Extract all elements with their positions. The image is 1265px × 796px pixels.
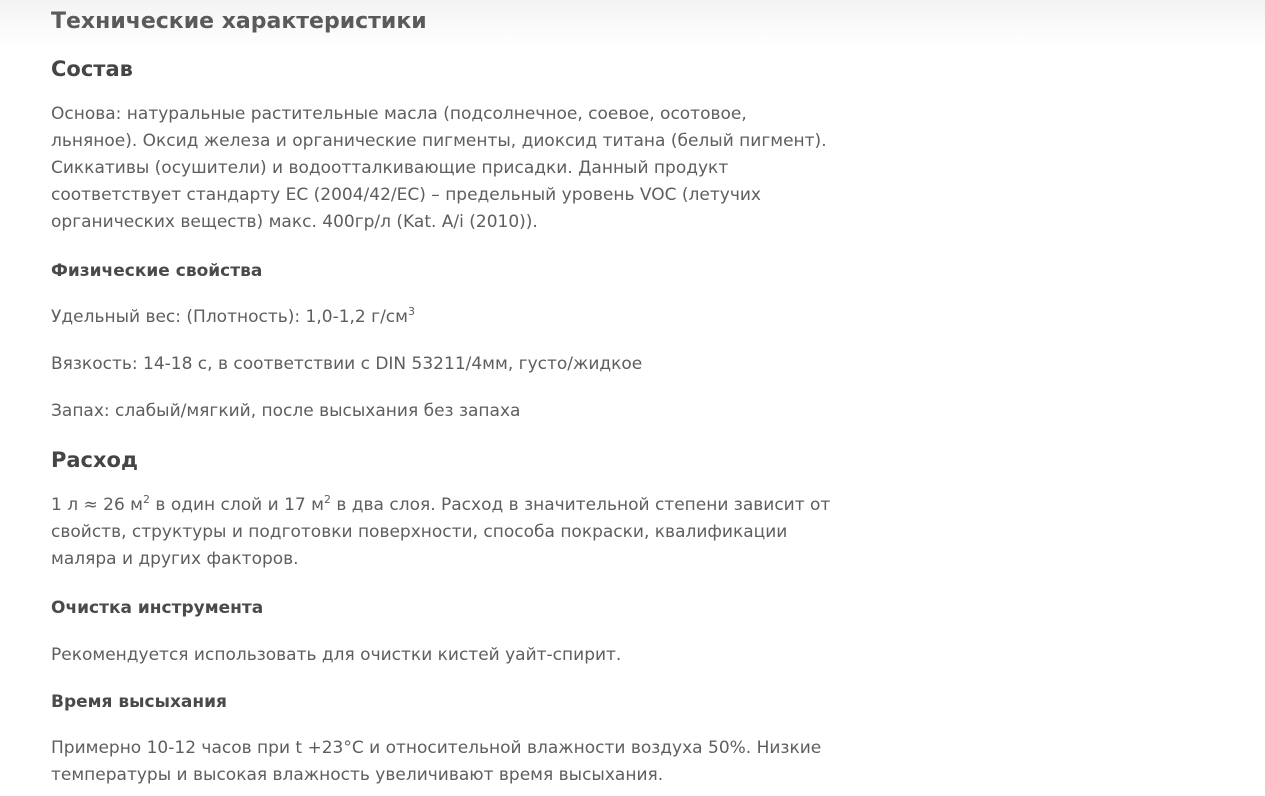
density-unit-superscript: 3 <box>407 305 415 318</box>
composition-line: органических веществ) макс. 400гр/л (Kat. A/i (2010)). <box>51 212 538 232</box>
composition-line: Сиккативы (осушители) и водоотталкивающие присадки. Данный продукт <box>51 158 729 178</box>
drying-time-text <box>51 735 931 789</box>
consumption-text: 1 л ≈ 26 $м^2$ в один слой и 17 $м^2$ в два слоя. Расход в значительной степени зависит от свойств, структуры и подготовки поверхности, способа покраски, квалификации маляра и других факторов. <box>51 493 831 569</box>
area-superscript: 2 <box>143 493 150 506</box>
drying-time-line: Примерно 10-12 часов при t +23°С и относительной влажности воздуха 50%. Низкие <box>51 738 822 758</box>
area-superscript: 2 <box>323 493 331 506</box>
tool-cleaning-heading: Очистка инструмента <box>51 598 264 618</box>
drying-time-line: температуры и высокая влажность увеличивают время высыхания. <box>51 765 664 785</box>
density-text <box>51 304 931 331</box>
density-label: Удельный вес: (Плотность): 1,0-1,2 г/см <box>51 307 408 327</box>
consumption-heading: Расход <box>51 448 138 472</box>
drying-time-heading: Время высыхания <box>51 692 227 712</box>
composition-line: соответствует стандарту ЕС (2004/42/ЕС) – предельный уровень VOC (летучих <box>51 185 761 205</box>
viscosity-text: Вязкость: 14-18 с, в соответствии с DIN 53211/4мм, густо/жидкое <box>51 354 643 374</box>
page-title: Технические характеристики <box>51 9 427 34</box>
odor-text: Запах: слабый/мягкий, после высыхания без запаха <box>51 401 521 421</box>
composition-line: Основа: натуральные растительные масла (подсолнечное, соевое, осотовое, <box>51 104 747 124</box>
tool-cleaning-text: Рекомендуется использовать для очистки кистей уайт-спирит. <box>51 645 622 665</box>
composition-line: льняное). Оксид железа и органические пигменты, диоксид титана (белый пигмент). <box>51 131 827 151</box>
physical-properties-heading: Физические свойства <box>51 261 263 281</box>
composition-heading: Состав <box>51 57 133 81</box>
composition-text <box>51 101 931 236</box>
